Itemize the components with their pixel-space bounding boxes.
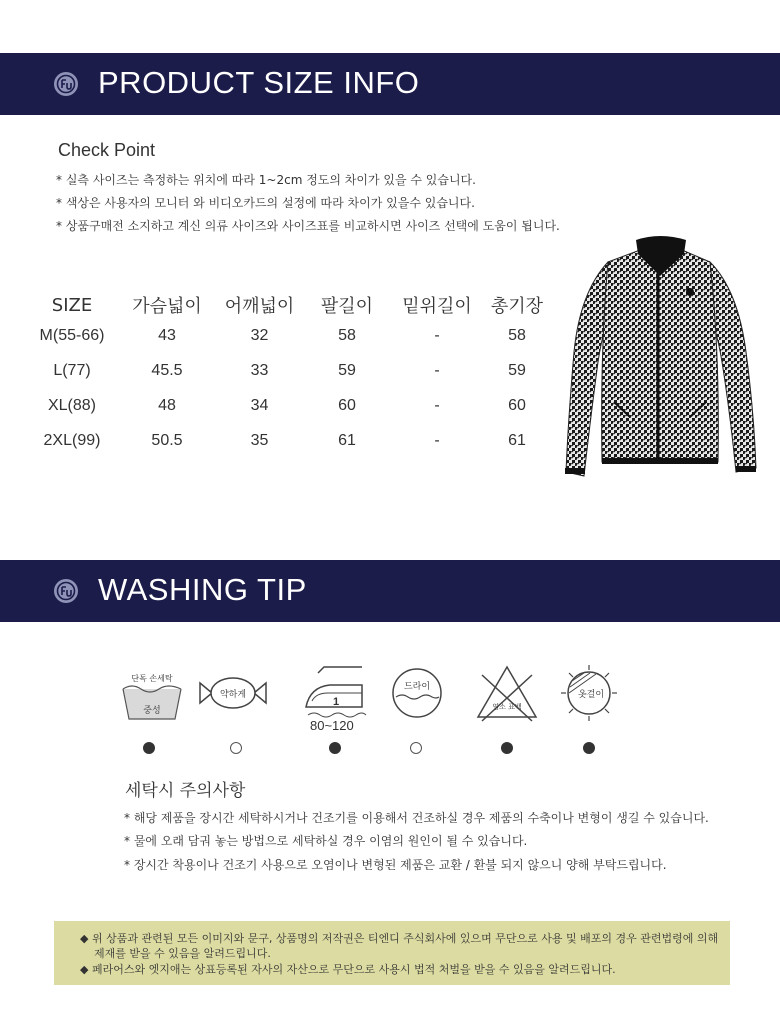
iron-icon [300, 663, 370, 723]
no-bleach-icon [472, 663, 542, 723]
size-table [22, 292, 547, 458]
table-cell: 61 [508, 431, 526, 449]
table-cell: 58 [338, 326, 356, 344]
table-cell: - [434, 326, 440, 344]
size-cell: M(55-66) [39, 326, 105, 344]
table-cell: - [434, 431, 440, 449]
table-cell: 43 [158, 326, 176, 344]
table-row [22, 388, 547, 423]
column-header: 어깨넓이 [224, 296, 295, 317]
table-cell: 60 [508, 396, 526, 414]
wring-gently-icon [198, 663, 268, 723]
brand-logo-icon [53, 71, 79, 97]
column-header: SIZE [51, 294, 93, 316]
wash-indicator-wring [230, 742, 242, 754]
check-point-title: Check Point [58, 140, 156, 160]
iron-temperature: 80~120 [310, 718, 354, 733]
table-cell: 34 [250, 396, 269, 414]
check-point-note: * 실측 사이즈는 측정하는 위치에 따라 1~2cm 정도의 차이가 있을 수 있습니다. [56, 173, 476, 187]
dry-clean-icon [382, 663, 452, 723]
table-cell: 60 [338, 396, 356, 414]
hang-dry-shade-icon [554, 663, 624, 723]
no-bleach-label: 염소 표백 [492, 703, 522, 711]
size-cell: XL(88) [47, 396, 97, 414]
hang-dry-label: 옷걸이 [577, 690, 605, 700]
column-header: 총기장 [490, 296, 544, 317]
table-cell: 59 [338, 361, 356, 379]
table-cell: 58 [508, 326, 526, 344]
copyright-notice [54, 921, 730, 985]
table-cell: 61 [338, 431, 356, 449]
copyright-line: 제재를 받을 수 있음을 알려드립니다. [94, 947, 271, 960]
column-header: 팔길이 [320, 296, 374, 317]
brand-logo-icon [53, 578, 79, 604]
caution-title: 세탁시 주의사항 [125, 781, 246, 801]
table-row [22, 318, 547, 353]
wash-indicator-hang-dry [583, 742, 595, 754]
copyright-line: ◆ 페라어스와 엣지애는 상표등록된 자사의 자산으로 무단으로 사용시 법적 처벌을 받을 수 있음을 알려드립니다. [80, 963, 616, 976]
table-cell: 50.5 [151, 431, 183, 449]
wring-inner-label: 약하게 [219, 690, 247, 700]
caution-note: * 해당 제품을 장시간 세탁하시거나 건조기를 이용해서 건조하실 경우 제품의 수축이나 변형이 생길 수 있습니다. [124, 811, 709, 825]
copyright-line: ◆ 위 상품과 관련된 모든 이미지와 문구, 상품명의 저작권은 티엔디 주식회사에 있으며 무단으로 사용 및 배포의 경우 관련법령에 의해 [80, 932, 719, 945]
table-row [22, 423, 547, 458]
column-header: 가슴넓이 [132, 296, 202, 317]
section-title: PRODUCT SIZE INFO [98, 65, 420, 100]
section-title: WASHING TIP [98, 572, 307, 607]
hand-wash-icon [117, 663, 187, 723]
dry-clean-label: 드라이 [403, 682, 431, 692]
size-table-header [22, 292, 547, 318]
caution-note: * 장시간 착용이나 건조기 사용으로 오염이나 변형된 제품은 교환 / 환불 되지 않으니 양해 부탁드립니다. [124, 858, 667, 872]
table-cell: 33 [250, 361, 269, 379]
wash-indicator-dry-clean [410, 742, 422, 754]
caution-note: * 물에 오래 담궈 놓는 방법으로 세탁하실 경우 이염의 원인이 될 수 있습니다. [124, 834, 528, 848]
size-info-header [0, 53, 780, 115]
table-row [22, 353, 547, 388]
iron-level-label: 1 [332, 696, 340, 708]
washing-tip-header [0, 560, 780, 622]
size-cell: 2XL(99) [43, 431, 101, 449]
table-cell: 45.5 [151, 361, 183, 379]
table-cell: 32 [250, 326, 269, 344]
table-cell: 48 [158, 396, 176, 414]
table-cell: 59 [508, 361, 526, 379]
table-cell: - [434, 396, 440, 414]
size-cell: L(77) [53, 361, 91, 379]
wash-indicator-no-bleach [501, 742, 513, 754]
hand-wash-inner-label: 중성 [143, 706, 161, 716]
wash-indicator-hand-wash [143, 742, 155, 754]
check-point-note: * 상품구매전 소지하고 계신 의류 사이즈와 사이즈표를 비교하시면 사이즈 선택에 도움이 됩니다. [56, 219, 560, 233]
hand-wash-top-label: 단독 손세탁 [131, 674, 173, 683]
table-cell: 35 [250, 431, 269, 449]
product-jacket-image [560, 232, 760, 482]
check-point-note: * 색상은 사용자의 모니터 와 비디오카드의 설정에 따라 차이가 있을수 있습니다. [56, 196, 475, 210]
column-header: 밑위길이 [402, 296, 472, 317]
table-cell: - [434, 361, 440, 379]
wash-indicator-iron [329, 742, 341, 754]
